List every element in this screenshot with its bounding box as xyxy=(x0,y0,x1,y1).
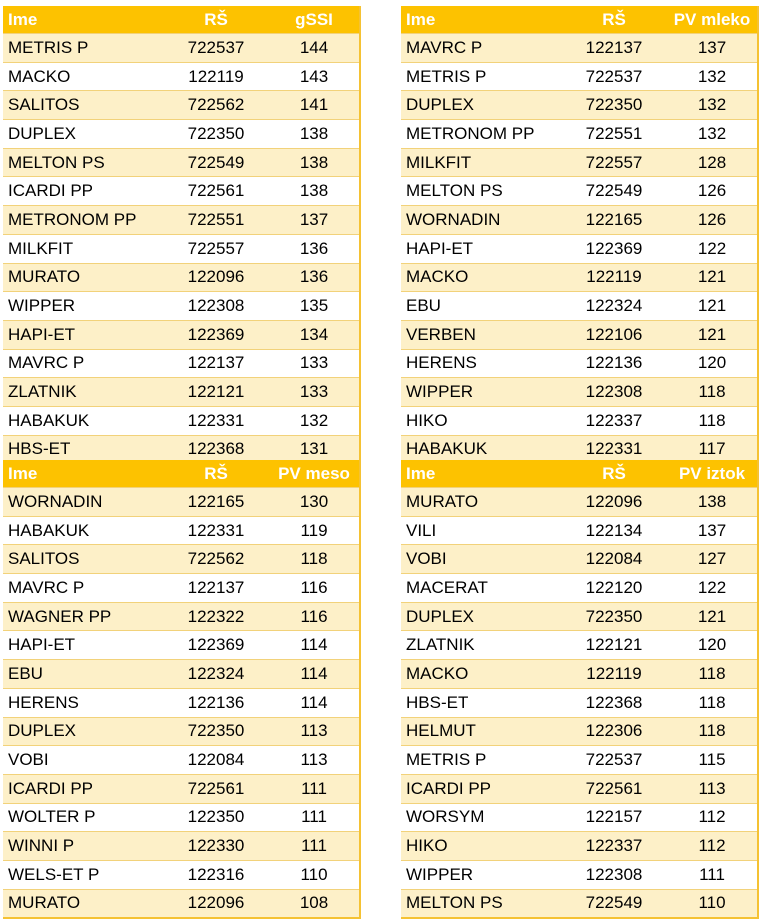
cell-rs: 122324 xyxy=(163,660,269,689)
cell-value: 131 xyxy=(269,435,359,463)
table-row xyxy=(3,378,359,407)
cell-rs: 122121 xyxy=(561,631,667,660)
cell-name: HAPI-ET xyxy=(3,631,163,660)
cell-rs: 122165 xyxy=(163,488,269,517)
cell-name: WAGNER PP xyxy=(3,602,163,631)
cell-name: METRIS P xyxy=(3,34,163,63)
cell-name: VILI xyxy=(401,516,561,545)
cell-value: 110 xyxy=(667,889,757,917)
header-row xyxy=(3,460,359,488)
cell-rs: 722561 xyxy=(163,177,269,206)
table-row xyxy=(401,349,757,378)
cell-rs: 122308 xyxy=(561,860,667,889)
header-name: Ime xyxy=(401,6,561,34)
cell-rs: 122337 xyxy=(561,832,667,861)
cell-rs: 122084 xyxy=(163,746,269,775)
header-row xyxy=(401,6,757,34)
header-name: Ime xyxy=(401,460,561,488)
cell-name: MURATO xyxy=(3,889,163,917)
header-rs: RŠ xyxy=(561,460,667,488)
cell-name: MAVRC P xyxy=(401,34,561,63)
cell-name: VOBI xyxy=(401,545,561,574)
cell-rs: 122106 xyxy=(561,320,667,349)
cell-name: METRIS P xyxy=(401,746,561,775)
table-row xyxy=(3,34,359,63)
cell-value: 121 xyxy=(667,263,757,292)
cell-name: METRIS P xyxy=(401,62,561,91)
table-row xyxy=(401,574,757,603)
table-row xyxy=(3,91,359,120)
table-row xyxy=(401,62,757,91)
table-row xyxy=(3,488,359,517)
header-value: PV meso xyxy=(269,460,359,488)
table-row xyxy=(401,234,757,263)
cell-value: 135 xyxy=(269,292,359,321)
cell-rs: 722561 xyxy=(163,774,269,803)
cell-rs: 122337 xyxy=(561,406,667,435)
cell-value: 116 xyxy=(269,574,359,603)
cell-name: WELS-ET P xyxy=(3,860,163,889)
cell-name: HABAKUK xyxy=(401,435,561,463)
table-row xyxy=(3,774,359,803)
table-row xyxy=(3,234,359,263)
cell-rs: 122368 xyxy=(163,435,269,463)
cell-value: 143 xyxy=(269,62,359,91)
cell-name: WIPPER xyxy=(3,292,163,321)
cell-name: MELTON PS xyxy=(401,177,561,206)
cell-rs: 722562 xyxy=(163,545,269,574)
cell-rs: 122096 xyxy=(561,488,667,517)
cell-rs: 122119 xyxy=(561,660,667,689)
cell-rs: 122121 xyxy=(163,378,269,407)
cell-rs: 122119 xyxy=(163,62,269,91)
cell-rs: 722537 xyxy=(561,62,667,91)
cell-value: 138 xyxy=(269,177,359,206)
cell-value: 116 xyxy=(269,602,359,631)
table-row xyxy=(401,746,757,775)
cell-name: MILKFIT xyxy=(401,148,561,177)
cell-value: 118 xyxy=(667,688,757,717)
table-row xyxy=(3,62,359,91)
table-row xyxy=(3,860,359,889)
cell-name: DUPLEX xyxy=(401,91,561,120)
cell-rs: 122084 xyxy=(561,545,667,574)
cell-value: 121 xyxy=(667,320,757,349)
cell-value: 110 xyxy=(269,860,359,889)
cell-rs: 122137 xyxy=(163,349,269,378)
cell-rs: 122322 xyxy=(163,602,269,631)
table-row xyxy=(3,349,359,378)
cell-name: MAVRC P xyxy=(3,574,163,603)
cell-value: 137 xyxy=(667,516,757,545)
cell-rs: 122369 xyxy=(561,234,667,263)
cell-name: HIKO xyxy=(401,832,561,861)
cell-value: 136 xyxy=(269,263,359,292)
cell-name: ICARDI PP xyxy=(401,774,561,803)
cell-rs: 722561 xyxy=(561,774,667,803)
cell-rs: 722350 xyxy=(561,91,667,120)
cell-name: ICARDI PP xyxy=(3,774,163,803)
cell-rs: 122308 xyxy=(163,292,269,321)
cell-value: 132 xyxy=(269,406,359,435)
table-row xyxy=(3,602,359,631)
header-rs: RŠ xyxy=(163,6,269,34)
ranking-table xyxy=(3,6,359,463)
table-row xyxy=(401,320,757,349)
cell-rs: 122331 xyxy=(163,516,269,545)
header-rs: RŠ xyxy=(561,6,667,34)
table-row xyxy=(3,320,359,349)
table-row xyxy=(401,148,757,177)
cell-rs: 122157 xyxy=(561,803,667,832)
header-name: Ime xyxy=(3,460,163,488)
header-row xyxy=(3,6,359,34)
table-row xyxy=(401,488,757,517)
cell-value: 118 xyxy=(667,660,757,689)
cell-value: 133 xyxy=(269,378,359,407)
table-row xyxy=(401,206,757,235)
table-row xyxy=(401,688,757,717)
cell-value: 137 xyxy=(667,34,757,63)
table-row xyxy=(401,717,757,746)
cell-name: DUPLEX xyxy=(401,602,561,631)
table-gssi xyxy=(3,6,361,465)
cell-value: 121 xyxy=(667,602,757,631)
cell-rs: 122137 xyxy=(163,574,269,603)
cell-rs: 122368 xyxy=(561,688,667,717)
cell-name: ZLATNIK xyxy=(401,631,561,660)
cell-rs: 722537 xyxy=(163,34,269,63)
table-row xyxy=(3,120,359,149)
cell-value: 144 xyxy=(269,34,359,63)
table-row xyxy=(401,631,757,660)
table-pv-meso xyxy=(3,460,361,919)
header-value: PV iztok xyxy=(667,460,757,488)
table-row xyxy=(401,803,757,832)
cell-rs: 722549 xyxy=(561,889,667,917)
cell-rs: 122120 xyxy=(561,574,667,603)
cell-name: MACKO xyxy=(3,62,163,91)
table-row xyxy=(3,206,359,235)
cell-name: EBU xyxy=(3,660,163,689)
table-row xyxy=(3,148,359,177)
cell-rs: 122350 xyxy=(163,803,269,832)
cell-rs: 122369 xyxy=(163,631,269,660)
cell-rs: 122331 xyxy=(163,406,269,435)
cell-rs: 122137 xyxy=(561,34,667,63)
table-pv-mleko xyxy=(401,6,759,465)
cell-rs: 722551 xyxy=(163,206,269,235)
cell-name: DUPLEX xyxy=(3,120,163,149)
cell-rs: 122306 xyxy=(561,717,667,746)
cell-name: MACKO xyxy=(401,263,561,292)
cell-rs: 122331 xyxy=(561,435,667,463)
cell-value: 111 xyxy=(269,774,359,803)
cell-name: MURATO xyxy=(401,488,561,517)
table-row xyxy=(3,717,359,746)
table-row xyxy=(401,378,757,407)
table-row xyxy=(401,292,757,321)
cell-name: HAPI-ET xyxy=(3,320,163,349)
cell-rs: 122096 xyxy=(163,889,269,917)
cell-value: 118 xyxy=(269,545,359,574)
cell-name: ZLATNIK xyxy=(3,378,163,407)
table-row xyxy=(401,91,757,120)
table-row xyxy=(401,263,757,292)
cell-rs: 122316 xyxy=(163,860,269,889)
cell-value: 113 xyxy=(667,774,757,803)
cell-name: WORNADIN xyxy=(401,206,561,235)
cell-name: HBS-ET xyxy=(3,435,163,463)
header-name: Ime xyxy=(3,6,163,34)
cell-name: MAVRC P xyxy=(3,349,163,378)
cell-rs: 722350 xyxy=(163,717,269,746)
cell-name: HELMUT xyxy=(401,717,561,746)
cell-name: VERBEN xyxy=(401,320,561,349)
cell-value: 138 xyxy=(269,148,359,177)
cell-value: 115 xyxy=(667,746,757,775)
cell-value: 117 xyxy=(667,435,757,463)
table-row xyxy=(3,177,359,206)
cell-value: 113 xyxy=(269,746,359,775)
cell-value: 108 xyxy=(269,889,359,917)
cell-value: 120 xyxy=(667,349,757,378)
table-row xyxy=(401,177,757,206)
cell-value: 111 xyxy=(667,860,757,889)
table-row xyxy=(401,860,757,889)
cell-value: 132 xyxy=(667,120,757,149)
cell-name: VOBI xyxy=(3,746,163,775)
table-row xyxy=(401,120,757,149)
header-value: PV mleko xyxy=(667,6,757,34)
table-row xyxy=(3,263,359,292)
table-row xyxy=(3,746,359,775)
cell-value: 136 xyxy=(269,234,359,263)
cell-value: 119 xyxy=(269,516,359,545)
cell-name: HAPI-ET xyxy=(401,234,561,263)
cell-name: HIKO xyxy=(401,406,561,435)
table-row xyxy=(401,774,757,803)
cell-rs: 722350 xyxy=(163,120,269,149)
table-row xyxy=(3,660,359,689)
cell-value: 138 xyxy=(667,488,757,517)
cell-value: 113 xyxy=(269,717,359,746)
cell-rs: 122136 xyxy=(163,688,269,717)
cell-value: 122 xyxy=(667,574,757,603)
table-row xyxy=(401,545,757,574)
table-row xyxy=(3,292,359,321)
cell-value: 128 xyxy=(667,148,757,177)
cell-name: DUPLEX xyxy=(3,717,163,746)
cell-name: HABAKUK xyxy=(3,406,163,435)
cell-value: 130 xyxy=(269,488,359,517)
cell-value: 120 xyxy=(667,631,757,660)
cell-value: 118 xyxy=(667,406,757,435)
cell-name: MELTON PS xyxy=(401,889,561,917)
cell-name: WORSYM xyxy=(401,803,561,832)
cell-value: 134 xyxy=(269,320,359,349)
table-pv-iztok xyxy=(401,460,759,919)
cell-name: HERENS xyxy=(3,688,163,717)
cell-value: 126 xyxy=(667,177,757,206)
cell-name: MACKO xyxy=(401,660,561,689)
cell-value: 114 xyxy=(269,688,359,717)
cell-name: SALITOS xyxy=(3,91,163,120)
table-row xyxy=(401,516,757,545)
ranking-table xyxy=(401,6,757,463)
cell-name: METRONOM PP xyxy=(401,120,561,149)
cell-rs: 122324 xyxy=(561,292,667,321)
table-row xyxy=(401,34,757,63)
ranking-table xyxy=(401,460,757,917)
table-row xyxy=(401,406,757,435)
header-row xyxy=(401,460,757,488)
header-value: gSSI xyxy=(269,6,359,34)
cell-value: 111 xyxy=(269,832,359,861)
table-row xyxy=(3,803,359,832)
cell-rs: 122330 xyxy=(163,832,269,861)
cell-rs: 722551 xyxy=(561,120,667,149)
cell-value: 118 xyxy=(667,717,757,746)
cell-name: HABAKUK xyxy=(3,516,163,545)
cell-name: WOLTER P xyxy=(3,803,163,832)
cell-value: 122 xyxy=(667,234,757,263)
table-row xyxy=(401,889,757,917)
cell-rs: 722549 xyxy=(163,148,269,177)
cell-value: 126 xyxy=(667,206,757,235)
cell-value: 127 xyxy=(667,545,757,574)
cell-rs: 722537 xyxy=(561,746,667,775)
table-row xyxy=(3,406,359,435)
cell-name: SALITOS xyxy=(3,545,163,574)
table-row xyxy=(3,688,359,717)
cell-rs: 722549 xyxy=(561,177,667,206)
cell-name: ICARDI PP xyxy=(3,177,163,206)
cell-rs: 722557 xyxy=(561,148,667,177)
table-row xyxy=(3,889,359,917)
cell-value: 112 xyxy=(667,832,757,861)
cell-value: 132 xyxy=(667,91,757,120)
table-row xyxy=(3,545,359,574)
table-row xyxy=(401,832,757,861)
table-row xyxy=(401,602,757,631)
cell-value: 118 xyxy=(667,378,757,407)
cell-value: 121 xyxy=(667,292,757,321)
cell-rs: 122096 xyxy=(163,263,269,292)
cell-value: 111 xyxy=(269,803,359,832)
cell-name: WIPPER xyxy=(401,860,561,889)
cell-rs: 122308 xyxy=(561,378,667,407)
cell-value: 132 xyxy=(667,62,757,91)
table-row xyxy=(401,660,757,689)
cell-value: 114 xyxy=(269,660,359,689)
cell-value: 114 xyxy=(269,631,359,660)
cell-name: MURATO xyxy=(3,263,163,292)
cell-name: HERENS xyxy=(401,349,561,378)
cell-rs: 122134 xyxy=(561,516,667,545)
cell-name: EBU xyxy=(401,292,561,321)
cell-rs: 722557 xyxy=(163,234,269,263)
cell-value: 112 xyxy=(667,803,757,832)
cell-name: WIPPER xyxy=(401,378,561,407)
cell-name: WINNI P xyxy=(3,832,163,861)
cell-name: METRONOM PP xyxy=(3,206,163,235)
header-rs: RŠ xyxy=(163,460,269,488)
cell-name: MACERAT xyxy=(401,574,561,603)
table-row xyxy=(3,516,359,545)
cell-rs: 122136 xyxy=(561,349,667,378)
ranking-table xyxy=(3,460,359,917)
cell-name: WORNADIN xyxy=(3,488,163,517)
cell-name: HBS-ET xyxy=(401,688,561,717)
cell-value: 138 xyxy=(269,120,359,149)
cell-rs: 722562 xyxy=(163,91,269,120)
cell-value: 141 xyxy=(269,91,359,120)
cell-value: 137 xyxy=(269,206,359,235)
cell-rs: 122165 xyxy=(561,206,667,235)
table-row xyxy=(3,832,359,861)
cell-value: 133 xyxy=(269,349,359,378)
cell-name: MILKFIT xyxy=(3,234,163,263)
cell-rs: 122119 xyxy=(561,263,667,292)
table-row xyxy=(3,631,359,660)
cell-rs: 722350 xyxy=(561,602,667,631)
cell-name: MELTON PS xyxy=(3,148,163,177)
cell-rs: 122369 xyxy=(163,320,269,349)
table-row xyxy=(3,574,359,603)
